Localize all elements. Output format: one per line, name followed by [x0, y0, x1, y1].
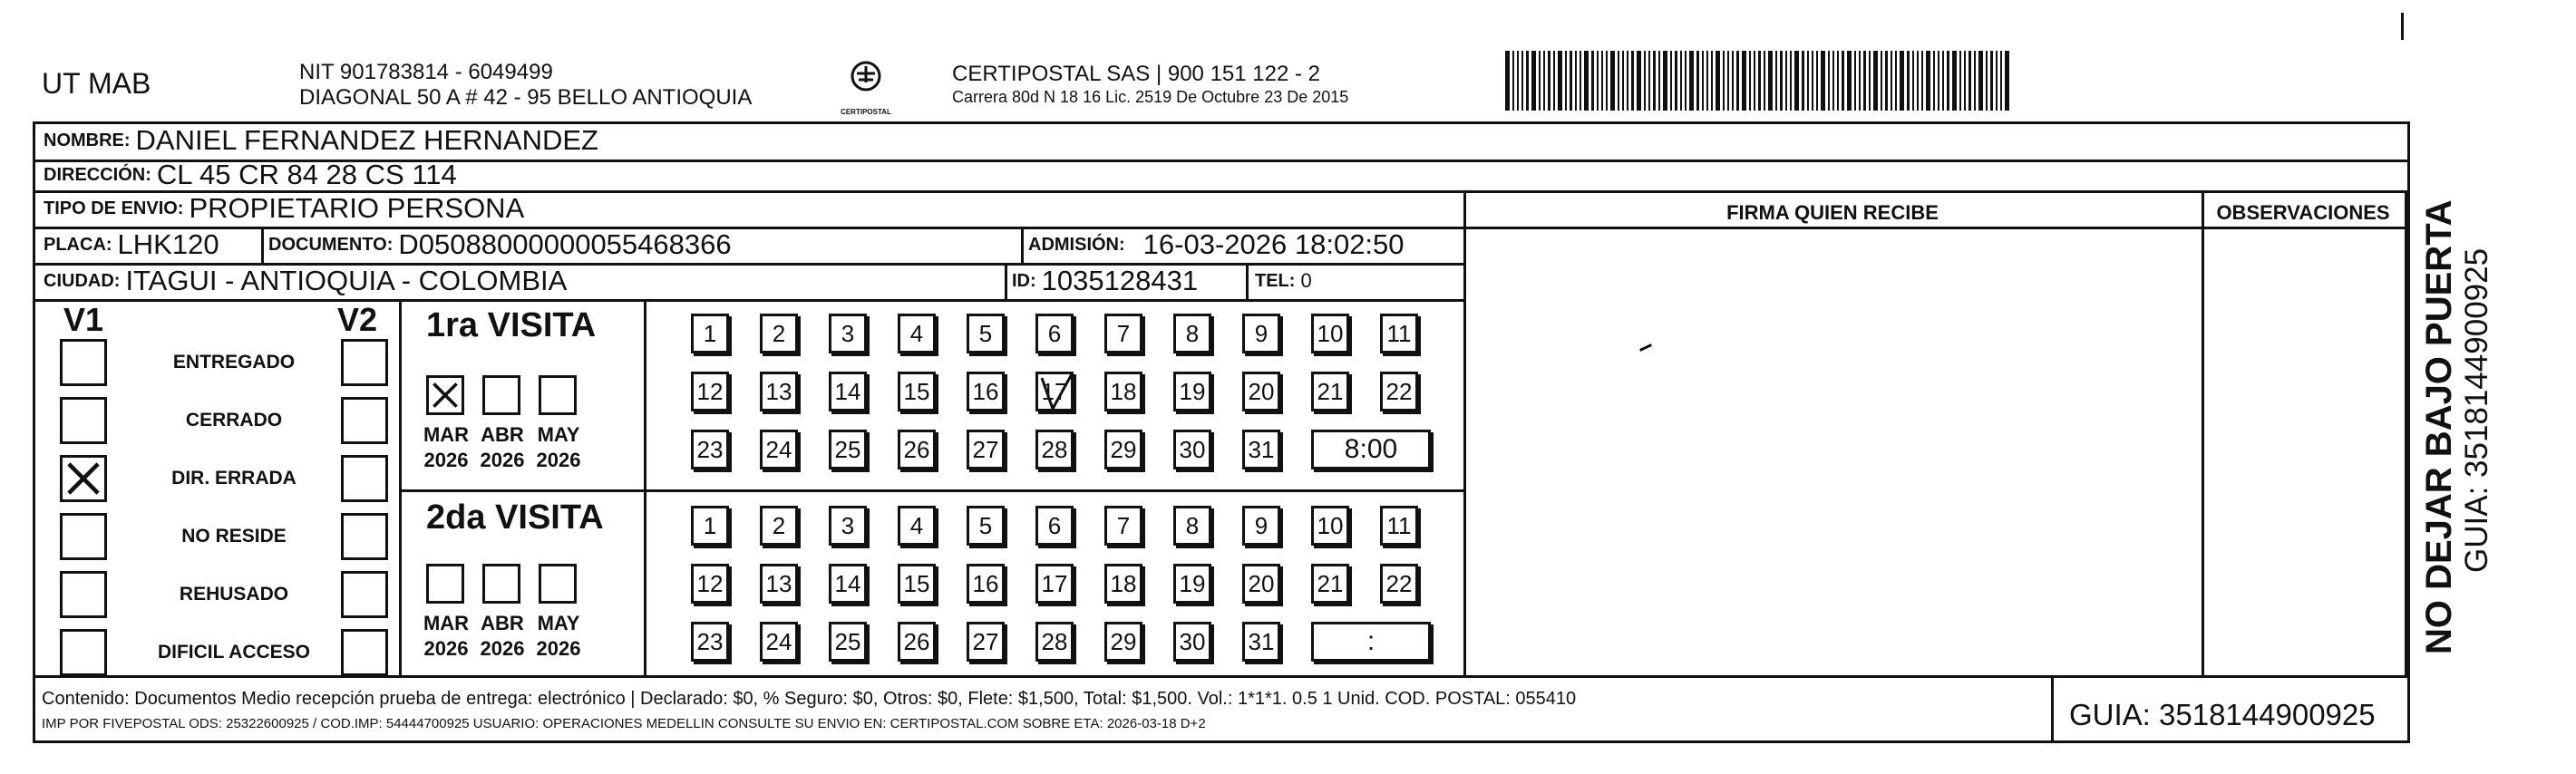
recipient-address-row [44, 160, 457, 190]
barcode-bar [1685, 51, 1687, 111]
month-label [531, 422, 586, 473]
v2-header: V2 [337, 301, 378, 338]
barcode-bar [1675, 51, 1677, 111]
second-visit-title: 2da VISITA [426, 498, 604, 537]
barcode-bar [1942, 51, 1944, 111]
barcode-bar [1847, 51, 1852, 111]
month-year: 2026 [423, 449, 469, 471]
day-box[interactable]: 4 [898, 506, 936, 546]
placa-label: PLACA: [44, 234, 112, 255]
v1-checkbox[interactable] [60, 629, 107, 676]
barcode-bar [1539, 51, 1541, 111]
day-box[interactable]: 22 [1380, 372, 1418, 411]
day-box[interactable]: 30 [1173, 430, 1211, 469]
day-box[interactable]: 1 [691, 314, 729, 353]
day-check-mark [1036, 369, 1078, 416]
documento-label: DOCUMENTO: [268, 234, 394, 255]
month-year: 2026 [536, 449, 581, 471]
day-box[interactable]: 23 [691, 622, 729, 662]
barcode-bar [1680, 51, 1682, 111]
barcode-bar [1926, 51, 1930, 111]
barcode-bar [1758, 51, 1761, 111]
barcode-bar [1754, 51, 1755, 111]
barcode-bar [1627, 51, 1628, 111]
day-box[interactable]: 11 [1380, 506, 1418, 546]
v1-checkbox[interactable] [60, 571, 107, 618]
barcode-bar [1727, 51, 1729, 111]
day-box[interactable]: 3 [829, 506, 867, 546]
time-box[interactable]: 8:00 [1311, 430, 1431, 469]
barcode-bar [1711, 51, 1713, 111]
v1-checkbox[interactable] [60, 455, 107, 502]
observations-column-header: OBSERVACIONES [2216, 201, 2390, 224]
v1-checkbox[interactable] [60, 397, 107, 444]
recipient-name-row [44, 121, 598, 160]
day-box[interactable]: 6 [1035, 506, 1074, 546]
barcode-bar [1986, 51, 1988, 111]
month-name: MAR [423, 612, 470, 634]
recipient-address: CL 45 CR 84 28 CS 114 [156, 159, 457, 190]
day-box[interactable]: 18 [1104, 372, 1142, 411]
barcode-bar [1964, 51, 1966, 111]
barcode-bar [1531, 51, 1536, 111]
barcode-bar [1631, 51, 1634, 111]
barcode-bar [1575, 51, 1577, 111]
barcode-bar [1653, 51, 1656, 111]
barcode-bar [2005, 51, 2009, 111]
company-name: CERTIPOSTAL SAS | 900 151 122 - 2 [952, 62, 1320, 86]
day-box[interactable]: 30 [1173, 622, 1211, 662]
barcode-bar [1959, 51, 1961, 111]
barcode-bar [1837, 51, 1839, 111]
day-box[interactable]: 28 [1035, 622, 1074, 662]
plate-value: LHK120 [117, 228, 219, 260]
barcode-bar [1610, 51, 1615, 111]
admission-value: 16-03-2026 18:02:50 [1142, 228, 1405, 260]
barcode-bar [1938, 51, 1939, 111]
barcode-bar [1933, 51, 1935, 111]
barcode-bar [1706, 51, 1708, 111]
admision-label: ADMISIÓN: [1028, 234, 1125, 255]
day-box[interactable]: 17 [1035, 372, 1074, 411]
barcode-bar [1663, 51, 1667, 111]
v2-checkbox[interactable] [341, 629, 388, 676]
barcode-bar [1622, 51, 1624, 111]
day-box[interactable]: 19 [1173, 564, 1211, 604]
month-label [475, 422, 530, 473]
v1-header: V1 [63, 301, 104, 338]
barcode-bar [1601, 51, 1603, 111]
barcode-bar [1570, 51, 1572, 111]
sender-address: DIAGONAL 50 A # 42 - 95 BELLO ANTIOQUIA [299, 85, 753, 110]
time-box[interactable]: : [1311, 622, 1431, 662]
month-year: 2026 [536, 637, 581, 660]
day-box[interactable]: 31 [1242, 622, 1280, 662]
day-box[interactable]: 15 [898, 372, 936, 411]
month-name: MAY [537, 423, 580, 446]
month-label [475, 611, 530, 662]
day-box[interactable]: 17 [1035, 564, 1074, 604]
month-checkbox[interactable] [539, 564, 577, 604]
day-box[interactable]: 31 [1242, 430, 1280, 469]
barcode-bar [1606, 51, 1608, 111]
month-label [531, 611, 586, 662]
day-box[interactable]: 9 [1242, 314, 1280, 353]
month-checkbox[interactable] [539, 375, 577, 415]
barcode-bar [1891, 51, 1892, 111]
barcode-bar [1749, 51, 1751, 111]
barcode-bar [1702, 51, 1704, 111]
document-row [268, 227, 732, 263]
barcode-bar [1775, 51, 1777, 111]
month-checkbox[interactable] [482, 564, 520, 604]
barcode-bar [1526, 51, 1529, 111]
barcode-bar [1521, 51, 1523, 111]
barcode-bar [1512, 51, 1514, 111]
barcode-bar [1863, 51, 1866, 111]
barcode-bar [1648, 51, 1650, 111]
day-box[interactable]: 9 [1242, 506, 1280, 546]
day-box[interactable]: 14 [829, 372, 867, 411]
barcode-bar [1670, 51, 1672, 111]
sender-name: UT MAB [42, 67, 151, 100]
footer-content-line: Contenido: Documentos Medio recepción prueba de entrega: electrónico | Declarado: $0, % Seguro: $0, Otros: $0, Flete: $1,500, Total: $1,500. Vol.: 1*1*1. 0.5 1 Unid. COD. POSTAL: 055410 [42, 689, 1577, 709]
v2-checkbox[interactable] [341, 455, 388, 502]
barcode-bar [1952, 51, 1957, 111]
document-value: D05088000000055468366 [398, 228, 732, 260]
tipo-label: TIPO DE ENVIO: [44, 198, 184, 218]
barcode-bar [1764, 51, 1765, 111]
barcode [1505, 51, 2012, 111]
day-box[interactable]: 8 [1173, 314, 1211, 353]
status-option-label: NO RESIDE [181, 526, 287, 547]
footer-guia: GUIA: 3518144900925 [2069, 698, 2376, 731]
day-box[interactable]: 4 [898, 314, 936, 353]
sender-nit: NIT 901783814 - 6049499 [299, 60, 553, 84]
status-option-label: ENTREGADO [172, 352, 296, 372]
id-value: 1035128431 [1041, 265, 1199, 296]
v2-checkbox[interactable] [341, 571, 388, 618]
day-box[interactable]: 7 [1104, 314, 1142, 353]
barcode-bar [1543, 51, 1545, 111]
day-box[interactable]: 23 [691, 430, 729, 469]
barcode-bar [1768, 51, 1773, 111]
barcode-bar [1580, 51, 1581, 111]
side-warning [2419, 199, 2495, 654]
day-box[interactable]: 11 [1380, 314, 1418, 353]
barcode-bar [1812, 51, 1813, 111]
barcode-bar [1597, 51, 1599, 111]
month-label [419, 611, 473, 662]
nombre-label: NOMBRE: [44, 130, 131, 150]
barcode-bar [1591, 51, 1594, 111]
barcode-bar [1895, 51, 1897, 111]
day-box[interactable]: 3 [829, 314, 867, 353]
barcode-bar [1859, 51, 1861, 111]
barcode-bar [1517, 51, 1519, 111]
barcode-bar [1881, 51, 1882, 111]
barcode-bar [1548, 51, 1550, 111]
day-box[interactable]: 20 [1242, 372, 1280, 411]
footer-print-line: IMP POR FIVEPOSTAL ODS: 25322600925 / COD.IMP: 54444700925 USUARIO: OPERACIONES MEDELLIN CONSULTE SU ENVIO EN: CERTIPOSTAL.COM SOBRE ETA: 2026-03-18 D+2 [42, 716, 1206, 731]
month-year: 2026 [480, 637, 525, 660]
month-year: 2026 [480, 449, 525, 471]
barcode-bar [1885, 51, 1888, 111]
v2-checkbox[interactable] [341, 513, 388, 560]
day-box[interactable]: 5 [967, 506, 1005, 546]
barcode-bar [1723, 51, 1725, 111]
city-row [44, 263, 567, 299]
status-option-label: CERRADO [185, 410, 283, 431]
day-box[interactable]: 29 [1104, 430, 1142, 469]
day-box[interactable]: 13 [760, 564, 798, 604]
day-box[interactable]: 14 [829, 564, 867, 604]
recipient-name: DANIEL FERNANDEZ HERNANDEZ [135, 124, 598, 156]
side-guia: GUIA: 3518144900925 [2459, 247, 2494, 573]
day-box[interactable]: 21 [1311, 372, 1349, 411]
day-box[interactable]: 2 [760, 506, 798, 546]
day-box[interactable]: 27 [967, 622, 1005, 662]
barcode-bar [1912, 51, 1914, 111]
month-checkbox[interactable] [426, 375, 464, 415]
day-box[interactable]: 5 [967, 314, 1005, 353]
signature-column-header: FIRMA QUIEN RECIBE [1726, 201, 1939, 224]
month-name: ABR [481, 423, 524, 446]
barcode-bar [1854, 51, 1856, 111]
day-box[interactable]: 24 [760, 430, 798, 469]
day-box[interactable]: 13 [760, 372, 798, 411]
day-box[interactable]: 24 [760, 622, 798, 662]
id-label: ID: [1012, 270, 1036, 291]
v2-checkbox[interactable] [341, 397, 388, 444]
barcode-bar [1873, 51, 1878, 111]
barcode-bar [1869, 51, 1871, 111]
barcode-bar [1921, 51, 1923, 111]
barcode-bar [1558, 51, 1562, 111]
day-box[interactable]: 29 [1104, 622, 1142, 662]
day-box[interactable]: 25 [829, 430, 867, 469]
barcode-bar [1644, 51, 1646, 111]
day-box[interactable]: 19 [1173, 372, 1211, 411]
barcode-bar [1978, 51, 1983, 111]
day-box[interactable]: 7 [1104, 506, 1142, 546]
day-box[interactable]: 8 [1173, 506, 1211, 546]
barcode-bar [2000, 51, 2002, 111]
barcode-bar [1828, 51, 1830, 111]
barcode-bar [1785, 51, 1787, 111]
barcode-bar [1900, 51, 1904, 111]
day-box[interactable]: 12 [691, 372, 729, 411]
day-box[interactable]: 27 [967, 430, 1005, 469]
barcode-bar [1505, 51, 1510, 111]
status-option-label: REHUSADO [179, 584, 289, 605]
barcode-bar [1790, 51, 1792, 111]
day-box[interactable]: 20 [1242, 564, 1280, 604]
day-box[interactable]: 1 [691, 506, 729, 546]
month-checkbox[interactable] [482, 375, 520, 415]
no-dejar-bajo-puerta: NO DEJAR BAJO PUERTA [2419, 199, 2459, 654]
month-name: MAY [537, 612, 580, 634]
certipostal-logo: CERTIPOSTAL [839, 58, 893, 107]
barcode-bar [1794, 51, 1799, 111]
direccion-label: DIRECCIÓN: [44, 164, 151, 185]
day-box[interactable]: 26 [898, 430, 936, 469]
barcode-bar [1736, 51, 1739, 111]
barcode-bar [1716, 51, 1720, 111]
day-box[interactable]: 10 [1311, 314, 1349, 353]
corner-mark [2401, 13, 2404, 40]
day-box[interactable]: 16 [967, 564, 1005, 604]
month-checkbox[interactable] [426, 564, 464, 604]
month-name: ABR [481, 612, 524, 634]
month-year: 2026 [423, 637, 469, 660]
shipment-type: PROPIETARIO PERSONA [189, 192, 525, 224]
tel-row [1255, 263, 1312, 299]
company-license: Carrera 80d N 18 16 Lic. 2519 De Octubre 23 De 2015 [952, 88, 1349, 106]
barcode-bar [1553, 51, 1555, 111]
city-value: ITAGUI - ANTIOQUIA - COLOMBIA [125, 265, 568, 296]
day-box[interactable]: 6 [1035, 314, 1074, 353]
barcode-bar [1807, 51, 1809, 111]
day-box[interactable]: 22 [1380, 564, 1418, 604]
barcode-bar [1584, 51, 1589, 111]
barcode-bar [1821, 51, 1825, 111]
barcode-bar [1732, 51, 1734, 111]
day-box[interactable]: 12 [691, 564, 729, 604]
barcode-bar [1742, 51, 1746, 111]
day-box[interactable]: 10 [1311, 506, 1349, 546]
barcode-bar [1618, 51, 1619, 111]
barcode-bar [1832, 51, 1834, 111]
barcode-bar [1907, 51, 1910, 111]
v2-checkbox[interactable] [341, 339, 388, 386]
day-box[interactable]: 28 [1035, 430, 1074, 469]
day-box[interactable]: 25 [829, 622, 867, 662]
shipment-type-row [44, 190, 524, 227]
status-option-label: DIFICIL ACCESO [157, 642, 310, 663]
barcode-bar [1565, 51, 1567, 111]
first-visit-title: 1ra VISITA [426, 306, 597, 344]
barcode-bar [1696, 51, 1699, 111]
barcode-bar [1974, 51, 1976, 111]
barcode-bar [1947, 51, 1949, 111]
admission-row [1028, 227, 1405, 263]
barcode-bar [1996, 51, 1998, 111]
day-box[interactable]: 26 [898, 622, 936, 662]
v1-checkbox[interactable] [60, 513, 107, 560]
barcode-bar [1658, 51, 1660, 111]
barcode-bar [1990, 51, 1993, 111]
day-box[interactable]: 16 [967, 372, 1005, 411]
barcode-bar [1780, 51, 1783, 111]
barcode-bar [1802, 51, 1804, 111]
ciudad-label: CIUDAD: [44, 270, 121, 291]
plate-row [44, 227, 219, 263]
barcode-bar [1842, 51, 1844, 111]
day-box[interactable]: 21 [1311, 564, 1349, 604]
status-option-label: DIR. ERRADA [171, 468, 296, 489]
month-label [419, 422, 473, 473]
barcode-bar [1968, 51, 1971, 111]
barcode-bar [1689, 51, 1694, 111]
day-box[interactable]: 18 [1104, 564, 1142, 604]
month-name: MAR [423, 423, 470, 446]
v1-checkbox[interactable] [60, 339, 107, 386]
barcode-bar [1917, 51, 1919, 111]
tel-label: TEL: [1255, 270, 1296, 291]
barcode-bar [1637, 51, 1641, 111]
id-row [1012, 263, 1198, 299]
day-box[interactable]: 15 [898, 564, 936, 604]
tel-value: 0 [1300, 269, 1312, 292]
day-box[interactable]: 2 [760, 314, 798, 353]
barcode-bar [1816, 51, 1818, 111]
